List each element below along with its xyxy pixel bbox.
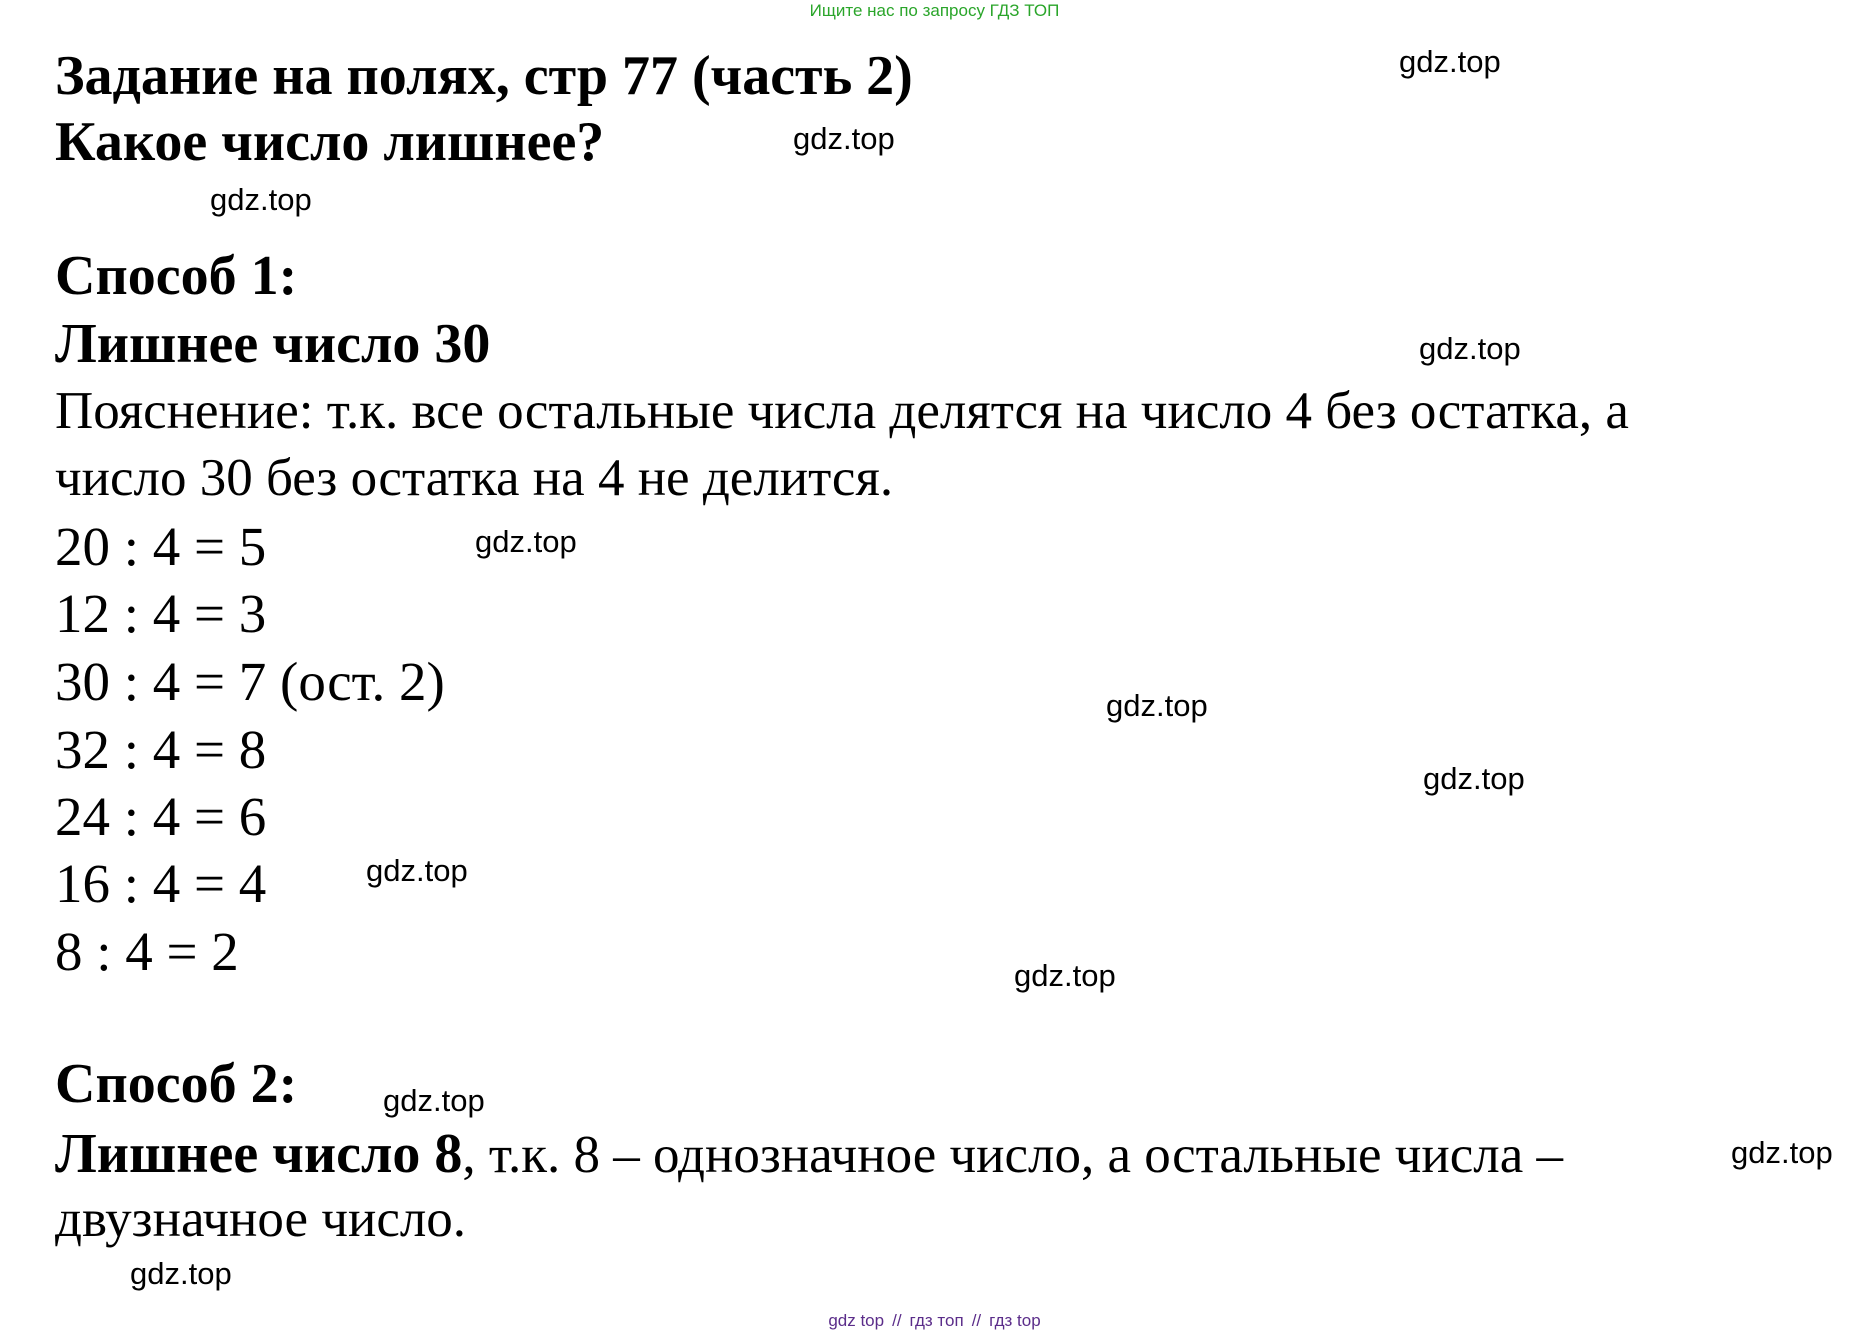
equation: 8 : 4 = 2 <box>55 921 239 982</box>
method2-heading: Способ 2: <box>55 1053 298 1115</box>
watermark: gdz.top <box>1731 1135 1833 1170</box>
method2-answer-rest: , т.к. 8 – однозначное число, а остальные числа – <box>462 1126 1564 1184</box>
watermark: gdz.top <box>1423 761 1525 796</box>
footer-separator: // <box>971 1311 982 1330</box>
footer-link[interactable]: gdz top <box>828 1311 885 1330</box>
footer-link[interactable]: гдз top <box>989 1311 1041 1330</box>
equation: 16 : 4 = 4 <box>55 853 267 914</box>
method2-answer-line2: двузначное число. <box>55 1190 467 1248</box>
watermark: gdz.top <box>1014 958 1116 993</box>
search-hint-banner[interactable]: Ищите нас по запросу ГДЗ ТОП <box>809 1 1060 20</box>
watermark: gdz.top <box>1106 688 1208 723</box>
equation: 30 : 4 = 7 (ост. 2) <box>55 651 445 712</box>
method1-explanation-line2: число 30 без остатка на 4 не делится. <box>55 449 894 507</box>
equation: 32 : 4 = 8 <box>55 719 267 780</box>
watermark: gdz.top <box>1399 44 1501 79</box>
watermark: gdz.top <box>475 524 577 559</box>
watermark: gdz.top <box>130 1256 232 1291</box>
method1-explanation-line1: Пояснение: т.к. все остальные числа делятся на число 4 без остатка, а <box>55 382 1629 440</box>
watermark: gdz.top <box>383 1083 485 1118</box>
method2-answer-line1 <box>55 1122 1563 1186</box>
equation: 20 : 4 = 5 <box>55 516 267 577</box>
task-title: Задание на полях, стр 77 (часть 2) <box>55 45 913 107</box>
watermark: gdz.top <box>366 853 468 888</box>
equation: 12 : 4 = 3 <box>55 583 267 644</box>
footer-links <box>0 1311 1869 1331</box>
watermark: gdz.top <box>210 182 312 217</box>
footer-separator: // <box>892 1311 902 1330</box>
equation: 24 : 4 = 6 <box>55 786 267 847</box>
watermark: gdz.top <box>793 121 895 156</box>
method1-answer: Лишнее число 30 <box>55 313 491 375</box>
method1-heading: Способ 1: <box>55 245 298 307</box>
task-question: Какое число лишнее? <box>55 111 605 173</box>
method2-answer-bold: Лишнее число 8 <box>55 1123 463 1185</box>
watermark: gdz.top <box>1419 331 1521 366</box>
footer-link[interactable]: гдз топ <box>909 1311 964 1330</box>
